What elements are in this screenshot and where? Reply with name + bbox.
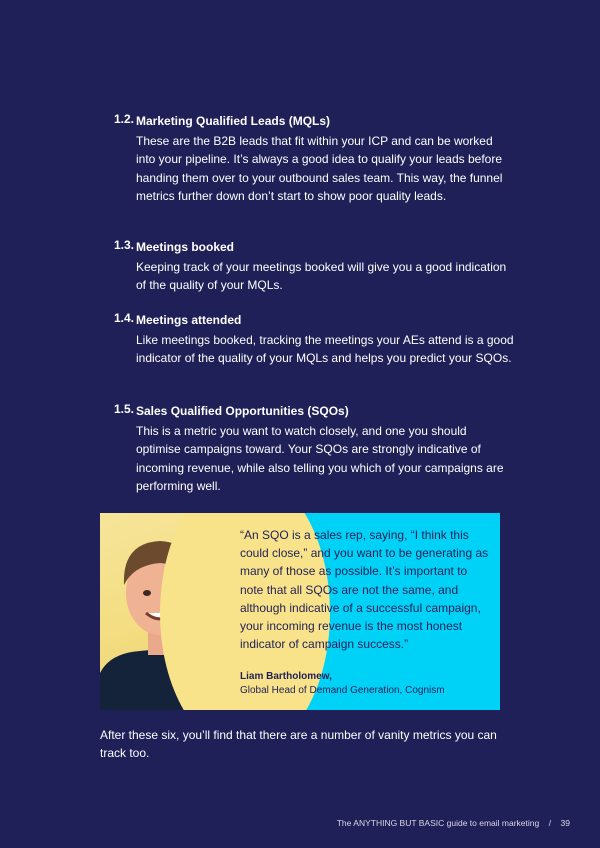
section-number: 1.3. bbox=[114, 238, 135, 252]
section-title: Marketing Qualified Leads (MQLs) bbox=[136, 114, 331, 128]
section-title: Meetings booked bbox=[136, 240, 235, 254]
quote-text: “An SQO is a sales rep, saying, “I think this could close,” and you want to be generating as many of those as possible. It’s important to note that all SQOs are not the same, and although indicative of a successful campaign, your incoming revenue is the most honest indicator of campaign success.” bbox=[240, 528, 489, 652]
section-number: 1.2. bbox=[114, 112, 135, 126]
footer-guide-title: The ANYTHING BUT BASIC guide to email marketing bbox=[336, 818, 540, 828]
quote-author-role: Global Head of Demand Generation, Cognism bbox=[240, 685, 445, 696]
closing-paragraph: After these six, you’ll find that there are a number of vanity metrics you can track too. bbox=[100, 728, 497, 761]
section-text: These are the B2B leads that fit within your ICP and can be worked into your pipeline. It’s always a good idea to qualify your leads before handing them over to your outbound sales team. This way, the funnel metrics further down don’t start to show poor quality leads. bbox=[136, 134, 503, 203]
section-text: Keeping track of your meetings booked will give you a good indication of the quality of your MQLs. bbox=[136, 260, 507, 293]
footer-separator: / bbox=[548, 818, 552, 828]
page-number: 39 bbox=[560, 818, 570, 828]
quote-box bbox=[100, 513, 500, 710]
section-number: 1.5. bbox=[114, 402, 135, 416]
section-mqls bbox=[114, 112, 514, 205]
section-meetings-attended bbox=[114, 311, 514, 368]
section-title: Sales Qualified Opportunities (SQOs) bbox=[136, 404, 349, 418]
section-meetings-booked bbox=[114, 238, 514, 295]
section-text: This is a metric you want to watch closely, and one you should optimise campaigns toward. Your SQOs are strongly indicative of incoming revenue, while also telling you which of your campaigns are performing well. bbox=[136, 424, 504, 493]
section-title: Meetings attended bbox=[136, 313, 242, 327]
section-number: 1.4. bbox=[114, 311, 135, 325]
page-footer bbox=[337, 818, 570, 828]
section-text: Like meetings booked, tracking the meetings your AEs attend is a good indicator of the quality of your MQLs and helps you predict your SQOs. bbox=[136, 333, 514, 366]
section-sqos bbox=[114, 402, 514, 495]
quote-author: Liam Bartholomew, bbox=[240, 671, 332, 682]
